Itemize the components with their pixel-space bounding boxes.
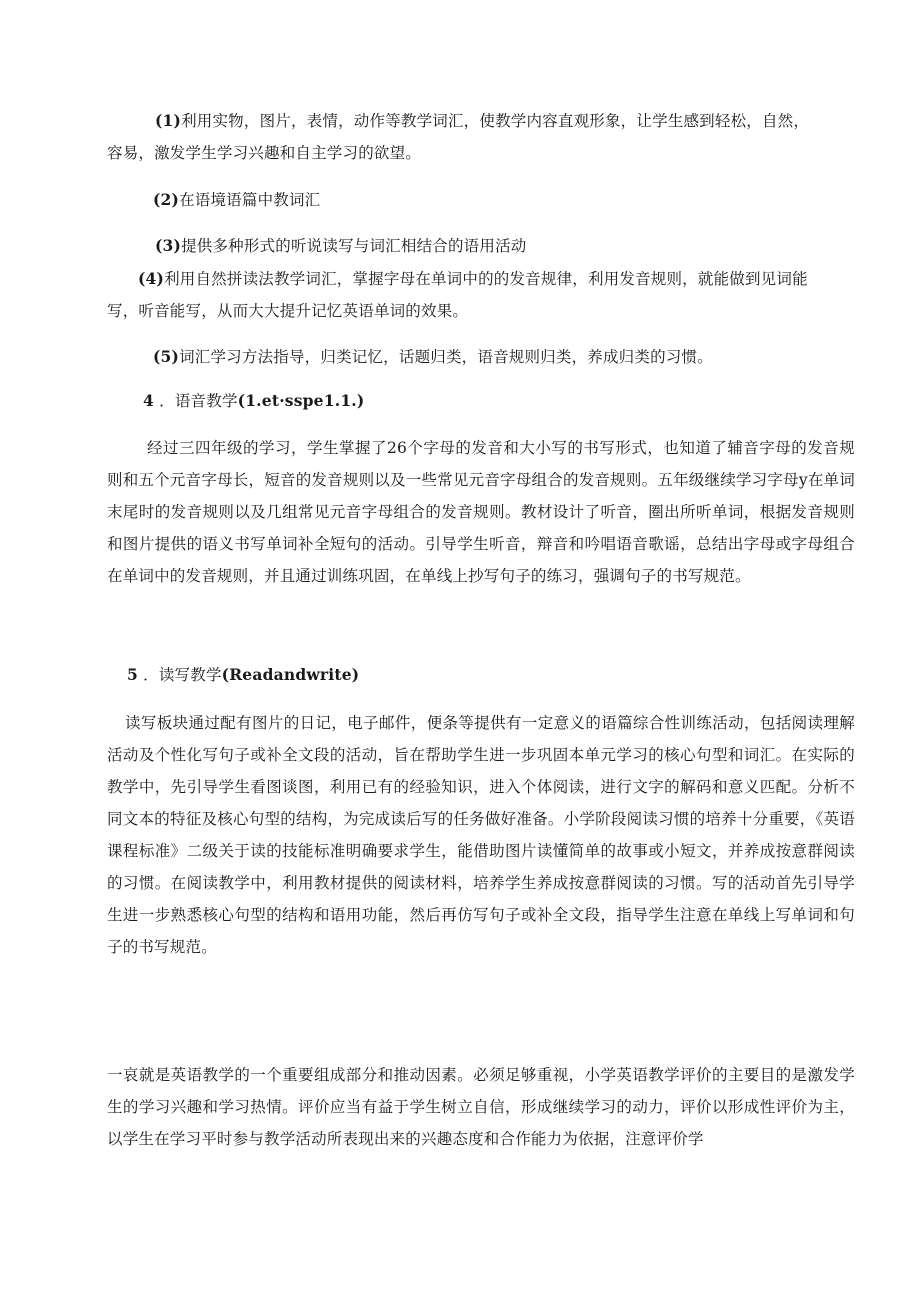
item-3	[155, 236, 526, 256]
item-1-line-2	[107, 143, 421, 163]
item-5-text: 词汇学习方法指导，归类记忆，话题归类，语音规则归类，养成归类的习惯。	[179, 348, 713, 366]
item-1-number: (1)	[155, 111, 182, 130]
closing-body: 一哀就是英语教学的一个重要组成部分和推动因素。必须足够重视，小学英语教学评价的主要目的是激发学生的学习兴趣和学习热情。评价应当有益于学生树立自信，形成继续学习的动力，评价以形成性评价为主，以学生在学习平时参与教学活动所表现出来的兴趣态度和合作能力为依据，注意评价学	[107, 1066, 855, 1148]
item-3-text: 提供多种形式的听说读写与词汇相结合的语用活动	[181, 237, 527, 255]
section-4-heading	[143, 391, 364, 411]
item-5-number: (5)	[153, 347, 180, 366]
item-1-line-1	[155, 111, 809, 131]
item-4-number: (4)	[138, 269, 165, 288]
section-5-title: ．读写教学	[143, 666, 222, 684]
section-5-subtitle: (Readandwrite)	[221, 665, 360, 684]
item-4-text-cont: 写，听音能写，从而大大提升记忆英语单词的效果。	[107, 302, 469, 320]
section-5-body: 读写板块通过配有图片的日记，电子邮件，便条等提供有一定意义的语篇综合性训练活动，包括阅读理解活动及个性化写句子或补全文段的活动，旨在帮助学生进一步巩固本单元学习的核心句型和词汇。在实际的教学中，先引导学生看图谈图，利用已有的经验知识，进入个体阅读，进行文字的解码和意义匹配。分析不同文本的特征及核心句型的结构，为完成读后写的任务做好准备。小学阶段阅读习惯的培养十分重要，《英语课程标准》二级关于读的技能标准明确要求学生，能借助图片读懂简单的故事或小短文，并养成按意群阅读的习惯。在阅读教学中，利用教材提供的阅读材料，培养学生养成按意群阅读的习惯。写的活动首先引导学生进一步熟悉核心句型的结构和语用功能，然后再仿写句子或补全文段，指导学生注意在单线上写单词和句子的书写规范。	[107, 714, 855, 956]
item-1-text-cont: 容易，激发学生学习兴趣和自主学习的欲望。	[107, 144, 422, 162]
item-4-text: 利用自然拼读法教学词汇，掌握字母在单词中的的发音规律，利用发音规则，就能做到见词能	[164, 270, 808, 288]
item-4-line-2	[107, 301, 468, 321]
section-5-number: 5	[127, 665, 138, 684]
section-4-number: 4	[143, 391, 154, 410]
item-2-number: (2)	[153, 190, 180, 209]
item-1-text: 利用实物，图片，表情，动作等教学词汇，使教学内容直观形象，让学生感到轻松，自然，	[181, 112, 810, 130]
section-4-body: 经过三四年级的学习，学生掌握了26个字母的发音和大小写的书写形式，也知道了辅音字母的发音规则和五个元音字母长，短音的发音规则以及一些常见元音字母组合的发音规则。五年级继续学习字母y在单词末尾时的发音规则以及几组常见元音字母组合的发音规则。教材设计了听音，圈出所听单词，根据发音规则和图片提供的语义书写单词补全短句的活动。引导学生听音，辩音和吟唱语音歌谣，总结出字母或字母组合在单词中的发音规则，并且通过训练巩固，在单线上抄写句子的练习，强调句子的书写规范。	[107, 439, 855, 585]
section-4-title: ．语音教学	[159, 392, 238, 410]
section-4-subtitle: (1.et·sspe1.1.)	[237, 391, 365, 410]
item-3-number: (3)	[155, 236, 182, 255]
item-4-line-1	[138, 269, 808, 289]
section-5-heading	[127, 665, 359, 685]
item-5	[153, 347, 713, 367]
item-2-text: 在语境语篇中教词汇	[179, 191, 321, 209]
item-2	[153, 190, 320, 210]
